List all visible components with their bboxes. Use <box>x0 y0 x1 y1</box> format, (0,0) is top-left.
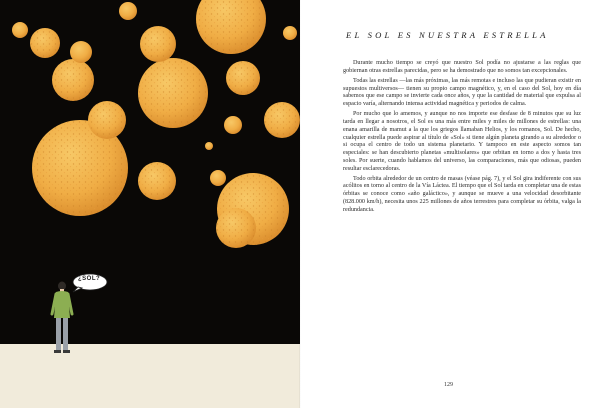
sun-left-top <box>30 28 60 58</box>
sun-far-right <box>264 102 300 138</box>
sun-center-right <box>210 170 226 186</box>
gutter-shadow <box>299 0 301 408</box>
sun-center <box>138 162 176 200</box>
ground <box>0 344 300 408</box>
sun-edge-right <box>283 26 297 40</box>
sun-lower-right <box>216 208 256 248</box>
paragraph: Todas las estrellas —las más próximas, las más remotas e incluso las que pudieran existir en supuestos multiversos— tienen su propio campo magnético, y, en el caso del Sol, hoy en día sabemos que ese campo se invierte cada once años, y que la cantidad de material que expulsa al espacio varía, alternando intensa actividad magnética y periodos de calma. <box>343 77 581 108</box>
body-text <box>343 60 581 214</box>
paragraph: Durante mucho tiempo se creyó que nuestro Sol podía no ajustarse a las reglas que gobiernan otras estrellas parecidas, pero se ha demostrado que no somos tan excepcionales. <box>343 60 581 74</box>
sun-tiny <box>205 142 213 150</box>
paragraph: Todo orbita alrededor de un centro de masas (véase pág. 7), y el Sol gira indiferente con sus acólitos en torno al centro de la Vía Láctea. El tiempo que el Sol tarda en completar una de estas órbitas se conoce como «año galáctico», y aunque se mueve a una velocidad desorbitante (828.000 km/h), necesita unos 225 millones de años terrestres para completar su órbita, valga la redundancia. <box>343 175 581 213</box>
sun-middle <box>138 58 208 128</box>
sun-small-a <box>12 22 28 38</box>
sun-mid-left <box>88 101 126 139</box>
sun-right-mid <box>226 61 260 95</box>
sun-small-c <box>70 41 92 63</box>
sun-small-b <box>119 2 137 20</box>
sun-right-small <box>224 116 242 134</box>
speech-bubble-text: ¿SOL? <box>78 276 101 282</box>
paragraph: Por mucho que lo amemos, y aunque no nos importe ese desfase de 8 minutos que su luz tarda en llegar a nosotros, el Sol es una más entre miles y miles de millones de estrellas: una enana amarilla de mamut a la que los griegos llamaban Helios, y los romanos, Sol. De hecho, cualquier estrella puede aspirar al título de «Sol» si tiene algún planeta girando a su alrededor o si ocupa el centro de todo un sistema planetario. Y tampoco en este aspecto somos tan especiales: se han descubierto planetas «multisolares» que orbitan en torno a dos y hasta tres soles. Por suerte, cuando hablamos del universo, las comparaciones, más que odiosas, pueden resultar esclarecedoras. <box>343 111 581 172</box>
page-number: 129 <box>444 382 453 388</box>
sun-left-upper <box>52 59 94 101</box>
sun-mid-top <box>140 26 176 62</box>
page-title: EL SOL ES NUESTRA ESTRELLA <box>346 30 549 40</box>
